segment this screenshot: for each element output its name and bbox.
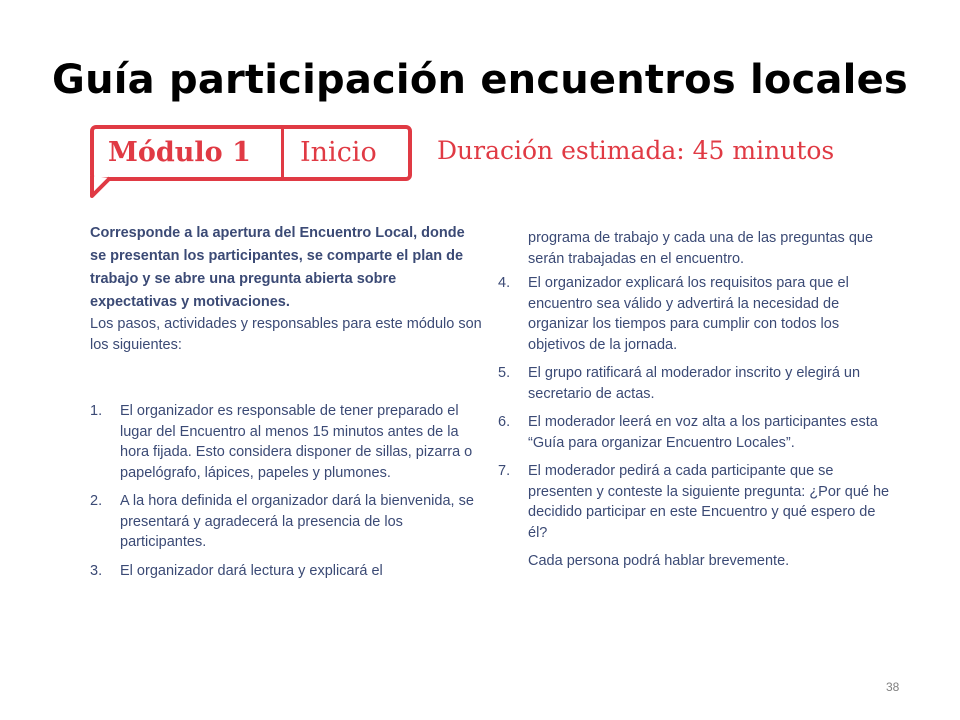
list-item	[498, 363, 890, 404]
step-number: 1.	[90, 403, 103, 419]
step-text: El grupo ratificará al moderador inscrito y elegirá un secretario de actas.	[528, 365, 861, 402]
list-item	[498, 412, 890, 453]
duration-label: Duración estimada: 45 minutos	[437, 136, 835, 165]
badge-divider	[281, 129, 284, 177]
list-item	[90, 401, 482, 483]
list-item	[498, 273, 890, 355]
list-item	[498, 461, 890, 543]
speech-bubble-tail-icon	[90, 176, 120, 200]
step-3-continued: programa de trabajo y cada una de las preguntas que serán trabajadas en el encuentro.	[528, 230, 874, 267]
left-column	[90, 222, 482, 589]
steps-list-right	[498, 273, 890, 543]
step-text: El organizador explicará los requisitos para que el encuentro sea válido y advertirá la necesidad de organizar los tiempos para cumplir con todos los objetivos de la jornada.	[528, 275, 849, 353]
step-text: El moderador pedirá a cada participante que se presenten y conteste la siguiente pregunta: ¿Por qué he decidido participar en este Encuentro y qué espero de él?	[528, 463, 890, 541]
step-number: 2.	[90, 493, 103, 509]
module-badge	[90, 125, 412, 181]
step-number: 5.	[498, 365, 511, 381]
right-column	[498, 228, 890, 586]
step-text: El moderador leerá en voz alta a los participantes esta “Guía para organizar Encuentro Locales”.	[528, 414, 878, 451]
slide-title: Guía participación encuentros locales	[52, 56, 908, 103]
steps-list-left	[90, 401, 482, 581]
step-number: 6.	[498, 414, 511, 430]
step-text: El organizador dará lectura y explicará el	[120, 562, 383, 579]
section-label: Inicio	[300, 137, 377, 168]
intro-text: Los pasos, actividades y responsables para este módulo son los siguientes:	[90, 316, 482, 353]
list-item	[90, 561, 482, 582]
step-text: A la hora definida el organizador dará la bienvenida, se presentará y agradecerá la presencia de los participantes.	[120, 493, 474, 550]
step-number: 4.	[498, 275, 511, 291]
page-number: 38	[886, 680, 900, 694]
step-number: 3.	[90, 562, 103, 579]
step-number: 7.	[498, 463, 511, 479]
closing-note: Cada persona podrá hablar brevemente.	[528, 553, 790, 569]
intro-summary: Corresponde a la apertura del Encuentro Local, donde se presentan los participantes, se comparte el plan de trabajo y se abre una pregunta abierta sobre expectativas y motivaciones.	[90, 225, 465, 310]
step-text: El organizador es responsable de tener preparado el lugar del Encuentro al menos 15 minutos antes de la hora fijada. Esto considera disponer de sillas, pizarra o papelógrafo, lápices, papeles y plumones.	[120, 403, 473, 481]
list-item	[90, 491, 482, 553]
module-label: Módulo 1	[108, 137, 251, 168]
